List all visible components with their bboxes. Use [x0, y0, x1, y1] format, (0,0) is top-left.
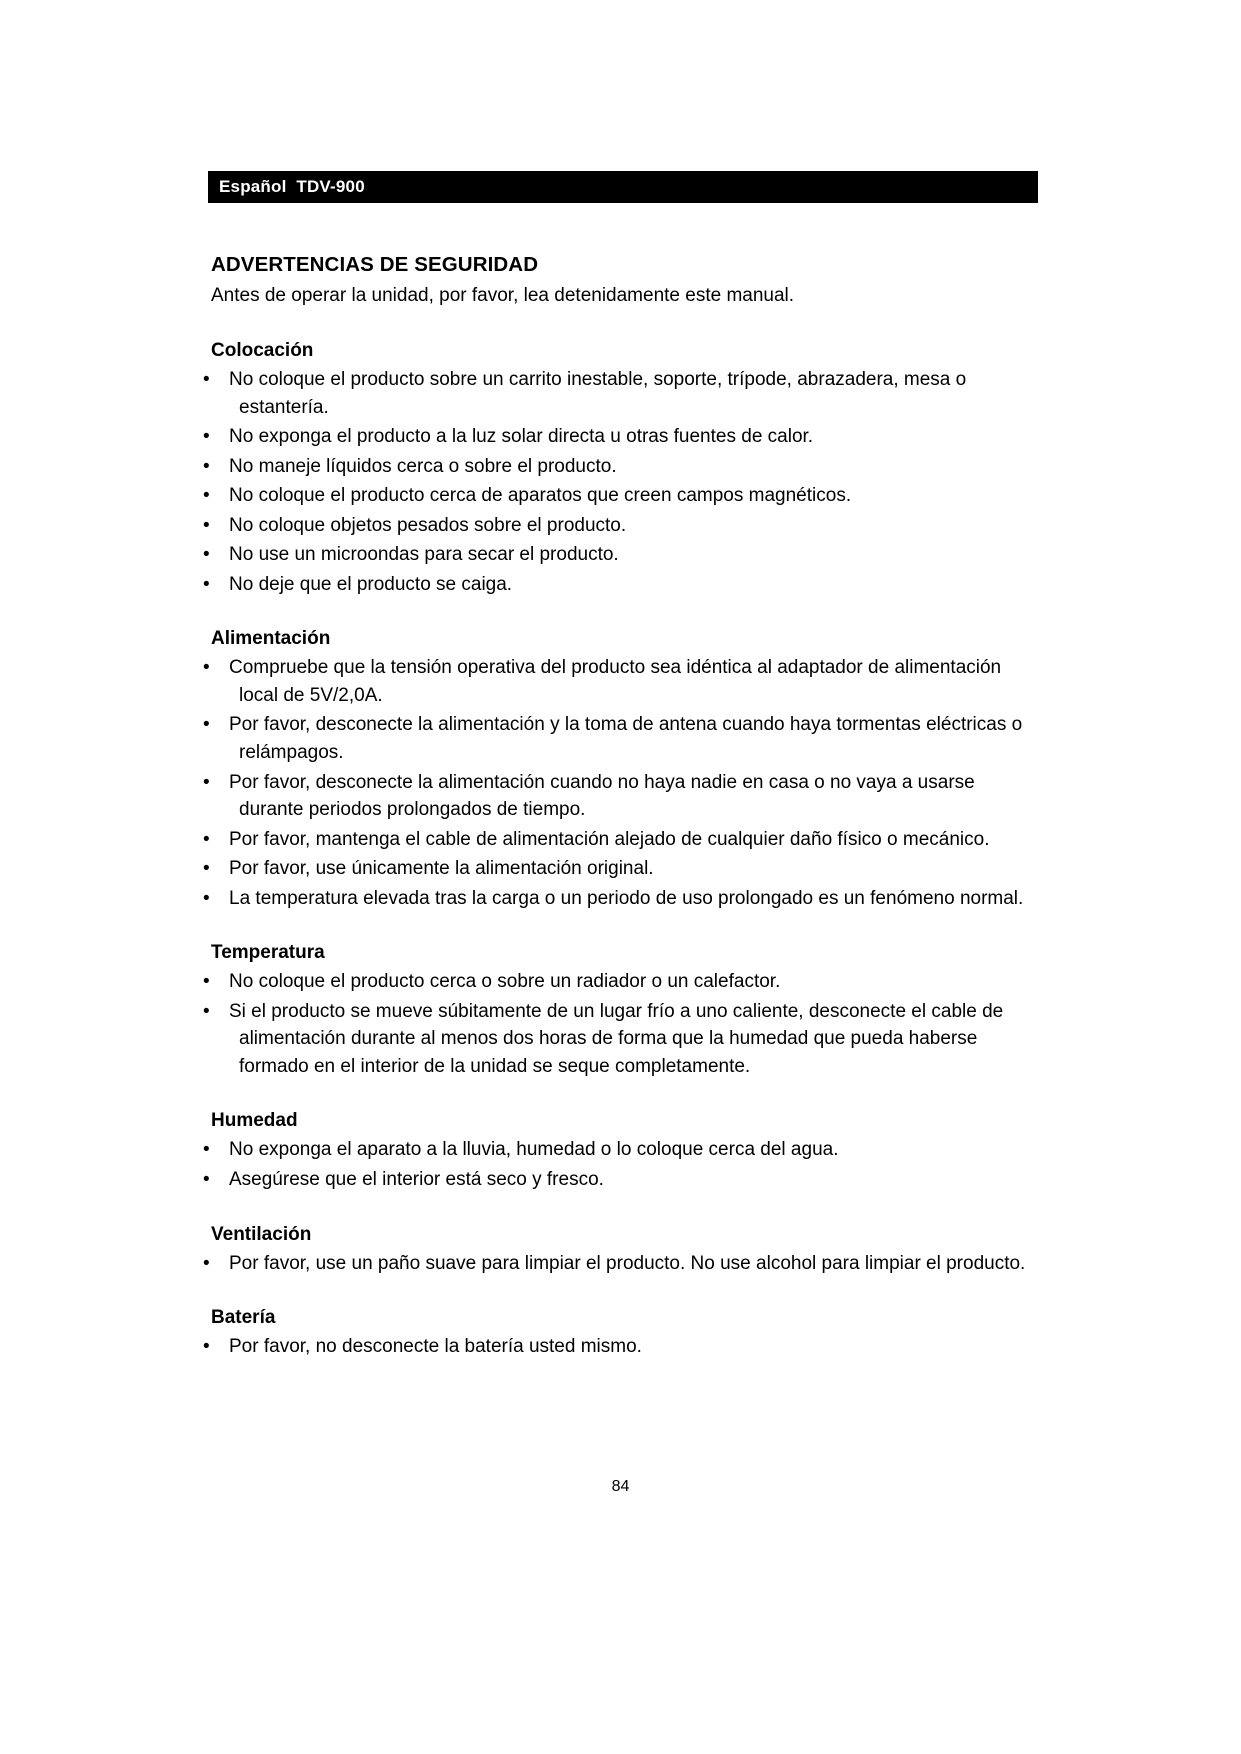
section: [203, 1307, 1041, 1361]
section-title: Temperatura: [211, 942, 325, 964]
list-item-text: No maneje líquidos cerca o sobre el producto.: [229, 455, 617, 477]
list-item-text: Compruebe que la tensión operativa del producto sea idéntica al adaptador de alimentación local de 5V/2,0A.: [229, 657, 1002, 706]
bullet-list: [203, 1136, 1041, 1193]
section-title: Humedad: [211, 1110, 298, 1132]
list-item-text: No coloque objetos pesados sobre el producto.: [229, 514, 627, 536]
list-item-text: Asegúrese que el interior está seco y fresco.: [229, 1169, 604, 1190]
list-item: • La temperatura elevada tras la carga o un periodo de uso prolongado es un fenómeno normal.: [203, 887, 1024, 909]
list-item: • Por favor, desconecte la alimentación y la toma de antena cuando haya tormentas eléctricas o relámpagos.: [203, 714, 1023, 763]
section-title: Alimentación: [211, 628, 331, 650]
list-item: • Por favor, desconecte la alimentación cuando no haya nadie en casa o no vaya a usarse durante periodos prolongados de tiempo.: [203, 771, 975, 821]
list-item-text: No coloque el producto sobre un carrito inestable, soporte, trípode, abrazadera, mesa o estantería.: [229, 368, 967, 418]
page-number: 84: [611, 1478, 630, 1495]
list-item: • No exponga el aparato a la lluvia, humedad o lo coloque cerca del agua.: [203, 1139, 839, 1161]
list-item-text: Por favor, use un paño suave para limpiar el producto. No use alcohol para limpiar el producto.: [229, 1252, 1026, 1274]
list-item-text: No exponga el aparato a la lluvia, humedad o lo coloque cerca del agua.: [229, 1139, 839, 1161]
document-body: [203, 253, 1041, 1363]
list-item: • No coloque el producto cerca de aparatos que creen campos magnéticos.: [203, 485, 852, 507]
list-item-text: No deje que el producto se caiga.: [229, 573, 513, 595]
bullet-list: [203, 1333, 1041, 1361]
list-item: • Por favor, no desconecte la batería usted mismo.: [203, 1336, 642, 1358]
section-title: Colocación: [211, 339, 314, 361]
bullet-list: [203, 366, 1041, 598]
list-item: • Asegúrese que el interior está seco y fresco.: [203, 1169, 604, 1190]
list-item: • Compruebe que la tensión operativa del producto sea idéntica al adaptador de alimentación local de 5V/2,0A.: [203, 657, 1002, 706]
list-item-text: No exponga el producto a la luz solar directa u otras fuentes de calor.: [229, 426, 814, 448]
section-title: Batería: [211, 1307, 276, 1329]
header-language-model-label: Español TDV-900: [219, 177, 365, 196]
list-item-text: No coloque el producto cerca o sobre un radiador o un calefactor.: [229, 971, 781, 993]
bullet-list: [203, 1250, 1041, 1278]
section: [203, 339, 1041, 598]
list-item: • No coloque objetos pesados sobre el producto.: [203, 514, 627, 536]
list-item-text: No use un microondas para secar el producto.: [229, 544, 619, 566]
list-item: • No deje que el producto se caiga.: [203, 573, 513, 595]
list-item: • Si el producto se mueve súbitamente de un lugar frío a uno caliente, desconecte el cable de alimentación durante al menos dos horas de forma que la humedad que pueda haberse formado en el interior de la unidad se seque completamente.: [203, 1000, 1004, 1077]
list-item: • Por favor, use un paño suave para limpiar el producto. No use alcohol para limpiar el producto.: [203, 1252, 1026, 1274]
sections-container: [203, 339, 1041, 1361]
list-item: • No maneje líquidos cerca o sobre el producto.: [203, 455, 617, 477]
list-item: • No coloque el producto cerca o sobre un radiador o un calefactor.: [203, 971, 781, 993]
list-item-text: La temperatura elevada tras la carga o un periodo de uso prolongado es un fenómeno normal.: [229, 887, 1024, 909]
bullet-list: [203, 654, 1041, 912]
section: [203, 1110, 1041, 1193]
page-header-bar: [208, 171, 1038, 203]
list-item: • Por favor, use únicamente la alimentación original.: [203, 858, 654, 880]
list-item-text: Si el producto se mueve súbitamente de un lugar frío a uno caliente, desconecte el cable de alimentación durante al menos dos horas de forma que la humedad que pueda haberse formado en el interior de la unidad se seque completamente.: [229, 1000, 1004, 1077]
list-item-text: Por favor, mantenga el cable de alimentación alejado de cualquier daño físico o mecánico.: [229, 828, 990, 850]
list-item-text: Por favor, desconecte la alimentación y la toma de antena cuando haya tormentas eléctricas o relámpagos.: [229, 714, 1023, 763]
list-item-text: No coloque el producto cerca de aparatos que creen campos magnéticos.: [229, 485, 852, 507]
list-item: • No exponga el producto a la luz solar directa u otras fuentes de calor.: [203, 426, 814, 448]
list-item-text: Por favor, no desconecte la batería usted mismo.: [229, 1336, 642, 1358]
intro-paragraph: Antes de operar la unidad, por favor, lea detenidamente este manual.: [211, 285, 795, 306]
bullet-list: [203, 968, 1041, 1080]
section: [203, 1223, 1041, 1278]
section-title: Ventilación: [211, 1223, 312, 1245]
list-item-text: Por favor, desconecte la alimentación cuando no haya nadie en casa o no vaya a usarse durante periodos prolongados de tiempo.: [229, 771, 975, 821]
section: [203, 628, 1041, 912]
list-item: • No coloque el producto sobre un carrito inestable, soporte, trípode, abrazadera, mesa o estantería.: [203, 368, 967, 418]
list-item: • No use un microondas para secar el producto.: [203, 544, 619, 566]
page-title: ADVERTENCIAS DE SEGURIDAD: [211, 253, 539, 276]
list-item: • Por favor, mantenga el cable de alimentación alejado de cualquier daño físico o mecánico.: [203, 828, 990, 850]
section: [203, 942, 1041, 1080]
list-item-text: Por favor, use únicamente la alimentación original.: [229, 858, 654, 880]
